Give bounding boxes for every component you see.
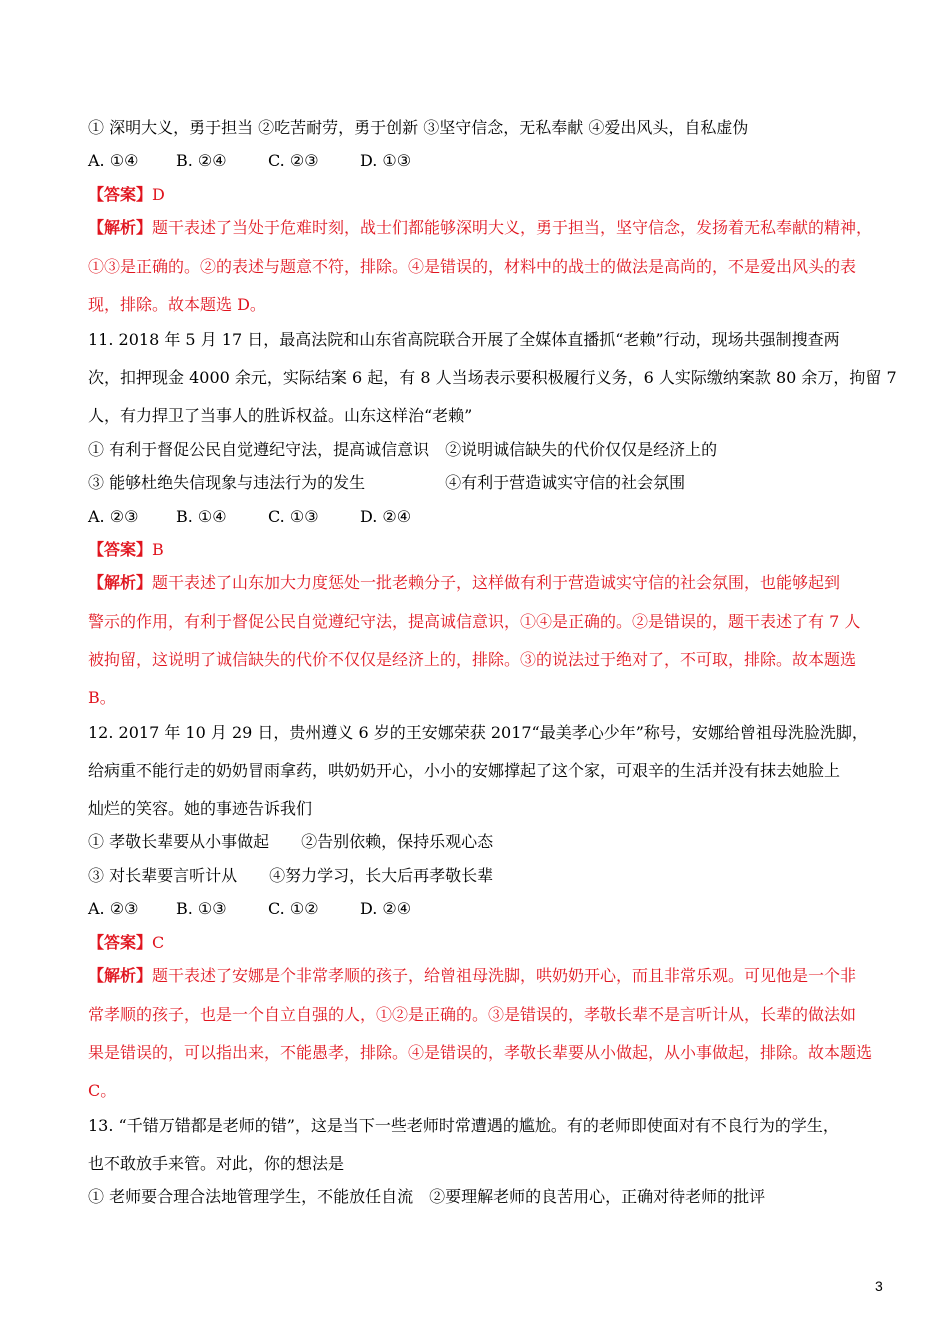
answer-value: B bbox=[152, 540, 164, 559]
question-stem: 给病重不能行走的奶奶冒雨拿药，哄奶奶开心，小小的安娜撑起了这个家，可艰辛的生活并没有抹去她脸上 bbox=[88, 761, 841, 780]
answer-line bbox=[88, 539, 164, 561]
question-stem: 次，扣押现金 4000 余元，实际结案 6 起，有 8 人当场表示要积极履行义务，6 人实际缴纳案款 80 余万，拘留 7 bbox=[88, 368, 897, 387]
option-a: A. ②③ bbox=[88, 899, 139, 918]
analysis-line: 果是错误的，可以指出来，不能愚孝，排除。④是错误的，孝敬长辈要从小做起，从小事做起，排除。故本题选 bbox=[88, 1043, 873, 1062]
analysis-line: 被拘留，这说明了诚信缺失的代价不仅仅是经济上的，排除。③的说法过于绝对了，不可取，排除。故本题选 bbox=[88, 650, 857, 669]
question-stem: 人，有力捍卫了当事人的胜诉权益。山东这样治“老赖” bbox=[88, 406, 473, 425]
answer-line bbox=[88, 932, 164, 954]
option-d: D. ②④ bbox=[360, 507, 412, 526]
analysis-line: 警示的作用，有利于督促公民自觉遵纪守法，提高诚信意识，①④是正确的。②是错误的，题干表述了有 7 人 bbox=[88, 612, 861, 631]
analysis-line bbox=[88, 572, 840, 594]
question-items: ① 孝敬长辈要从小事做起 ②告别依赖，保持乐观心态 bbox=[88, 832, 494, 851]
question-items: ① 老师要合理合法地管理学生，不能放任自流 ②要理解老师的良苦用心，正确对待老师的批评 bbox=[88, 1187, 766, 1206]
question-stem: 11. 2018 年 5 月 17 日，最高法院和山东省高院联合开展了全媒体直播抓“老赖”行动，现场共强制搜查两 bbox=[88, 330, 840, 349]
answer-tag: 【答案】 bbox=[88, 185, 153, 204]
analysis-line: B。 bbox=[88, 688, 116, 707]
analysis-tag: 【解析】 bbox=[88, 966, 153, 985]
question-items: ① 有利于督促公民自觉遵纪守法，提高诚信意识 ②说明诚信缺失的代价仅仅是经济上的 bbox=[88, 440, 718, 459]
question-stem: 也不敢放手来管。对此，你的想法是 bbox=[88, 1154, 345, 1173]
answer-tag: 【答案】 bbox=[88, 540, 153, 559]
analysis-line bbox=[88, 965, 856, 987]
option-b: B. ②④ bbox=[176, 151, 227, 170]
option-c: C. ②③ bbox=[268, 151, 319, 170]
analysis-line: 常孝顺的孩子，也是一个自立自强的人，①②是正确的。③是错误的，孝敬长辈不是言听计从，长辈的做法如 bbox=[88, 1005, 857, 1024]
analysis-text: 题干表述了安娜是个非常孝顺的孩子，给曾祖母洗脚，哄奶奶开心，而且非常乐观。可见他是一个非 bbox=[152, 966, 857, 985]
analysis-text: 题干表述了当处于危难时刻，战士们都能够深明大义，勇于担当，坚守信念，发扬着无私奉献的精神， bbox=[152, 218, 873, 237]
question-items: ③ 能够杜绝失信现象与违法行为的发生 ④有利于营造诚实守信的社会氛围 bbox=[88, 473, 686, 492]
question-stem: 12. 2017 年 10 月 29 日，贵州遵义 6 岁的王安娜荣获 2017“最美孝心少年”称号，安娜给曾祖母洗脸洗脚， bbox=[88, 723, 868, 742]
answer-options bbox=[88, 150, 411, 172]
option-c: C. ①③ bbox=[268, 507, 319, 526]
answer-tag: 【答案】 bbox=[88, 933, 153, 952]
option-b: B. ①③ bbox=[176, 899, 227, 918]
analysis-line: ①③是正确的。②的表述与题意不符，排除。④是错误的，材料中的战士的做法是高尚的，不是爱出风头的表 bbox=[88, 257, 857, 276]
option-a: A. ②③ bbox=[88, 507, 139, 526]
option-d: D. ①③ bbox=[360, 151, 412, 170]
analysis-line: 现，排除。故本题选 D。 bbox=[88, 295, 266, 314]
page-number: 3 bbox=[875, 1278, 883, 1294]
analysis-line bbox=[88, 217, 872, 239]
option-c: C. ①② bbox=[268, 899, 319, 918]
answer-value: C bbox=[152, 933, 165, 952]
answer-value: D bbox=[152, 185, 165, 204]
question-items: ① 深明大义，勇于担当 ②吃苦耐劳，勇于创新 ③坚守信念，无私奉献 ④爱出风头，自私虚伪 bbox=[88, 118, 749, 137]
question-stem: 13. “千错万错都是老师的错”，这是当下一些老师时常遭遇的尴尬。有的老师即使面对有不良行为的学生， bbox=[88, 1116, 839, 1135]
option-b: B. ①④ bbox=[176, 507, 227, 526]
analysis-line: C。 bbox=[88, 1081, 117, 1100]
option-a: A. ①④ bbox=[88, 151, 139, 170]
answer-options bbox=[88, 506, 411, 528]
answer-line bbox=[88, 184, 165, 206]
question-stem: 灿烂的笑容。她的事迹告诉我们 bbox=[88, 799, 313, 818]
answer-options bbox=[88, 898, 411, 920]
analysis-tag: 【解析】 bbox=[88, 218, 153, 237]
question-items: ③ 对长辈要言听计从 ④努力学习，长大后再孝敬长辈 bbox=[88, 866, 494, 885]
analysis-text: 题干表述了山东加大力度惩处一批老赖分子，这样做有利于营造诚实守信的社会氛围，也能够起到 bbox=[152, 573, 841, 592]
option-d: D. ②④ bbox=[360, 899, 412, 918]
analysis-tag: 【解析】 bbox=[88, 573, 153, 592]
